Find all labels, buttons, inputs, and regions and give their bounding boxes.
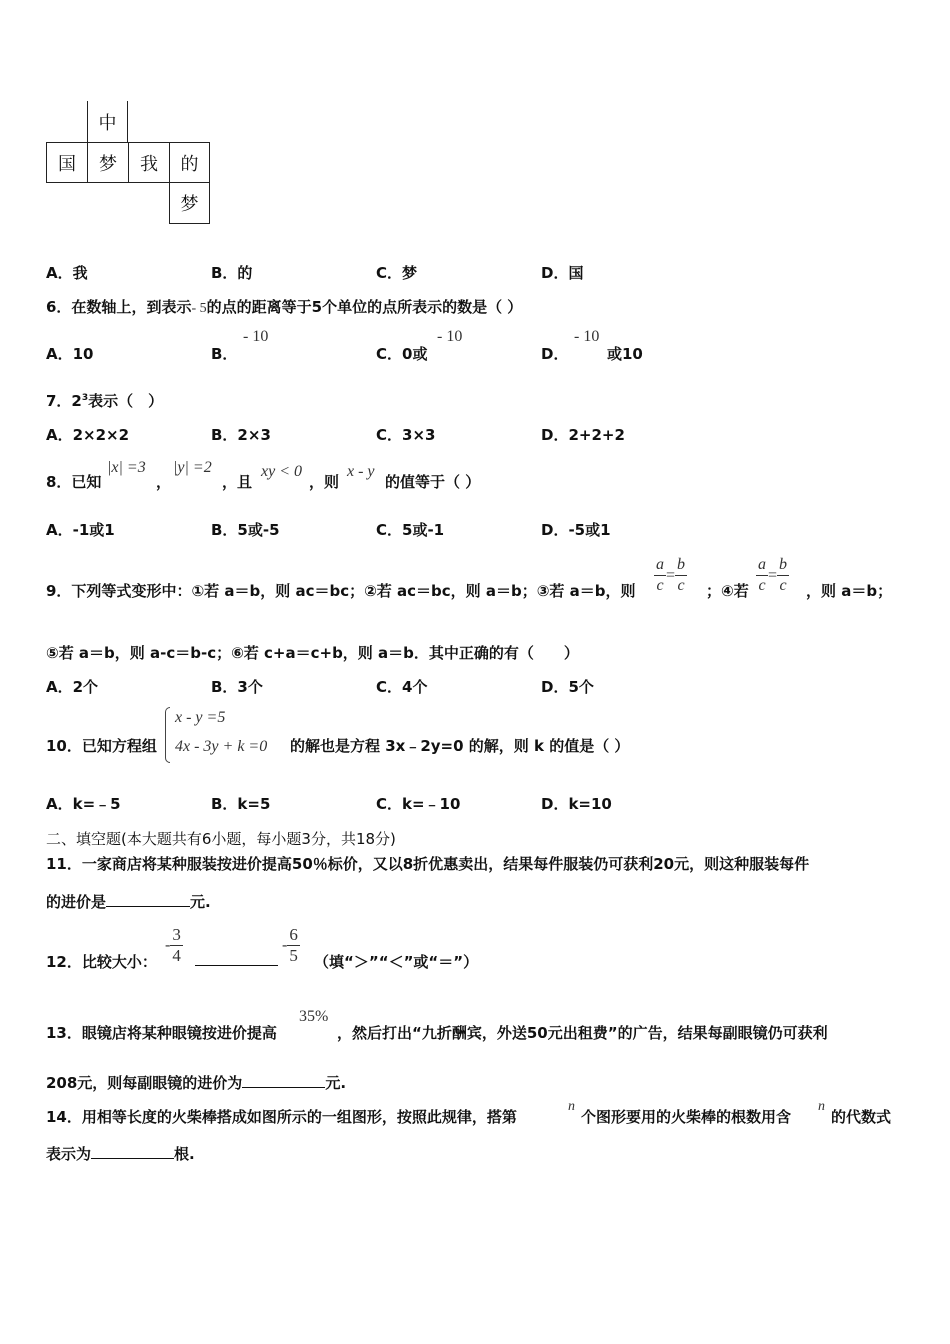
q8-sep: ， <box>156 473 172 491</box>
net-cell-4: 的 <box>169 142 210 183</box>
q13-answer-blank[interactable] <box>242 1073 325 1088</box>
q6-option-d[interactable]: D． <box>541 345 569 363</box>
q6-option-b-value: - 10 <box>243 328 269 345</box>
q8-option-a[interactable]: A．-1或1 <box>46 521 115 539</box>
q6-stem: 6．在数轴上，到表示- 5的点的距离等于5个单位的点所表示的数是（ ） <box>46 298 523 316</box>
q13-stem-suffix: ，然后打出“九折酬宾，外送50元出租费”的广告，结果每副眼镜仍可获利 <box>337 1024 828 1042</box>
q6-option-c-value: - 10 <box>437 328 463 345</box>
q9-option-a[interactable]: A．2个 <box>46 678 99 696</box>
q8-stem-prefix: 8．已知 <box>46 473 102 491</box>
q14-var-n-2: n <box>818 1099 825 1114</box>
q10-eq2: 4x - 3y + k =0 <box>175 738 268 755</box>
q6-option-d-suffix: 或10 <box>607 345 643 363</box>
q9-option-b[interactable]: B．3个 <box>211 678 263 696</box>
q9-frac-3: $\frac{a}{c}$ = $\frac{b}{c}$ <box>656 556 686 594</box>
q7-option-a[interactable]: A．2×2×2 <box>46 426 130 444</box>
q8-option-c[interactable]: C．5或-1 <box>376 521 445 539</box>
net-cell-3: 我 <box>128 142 169 183</box>
q7-stem: 7．$2^3$表示（ ） <box>46 392 164 410</box>
q8-expr-x-minus-y: x - y <box>347 463 375 480</box>
q8-mid: ，且 <box>222 473 253 491</box>
net-cell-1: 国 <box>46 142 87 183</box>
q6-option-d-value: - 10 <box>574 328 600 345</box>
net-cell-bottom: 梦 <box>169 183 210 224</box>
q13-percent: 35% <box>299 1008 329 1025</box>
section-2-title: 二、填空题(本大题共有6小题，每小题3分，共18分) <box>46 830 396 848</box>
q8-option-b[interactable]: B．5或-5 <box>211 521 280 539</box>
q8-expr-abs-y: |y| =2 <box>173 459 212 476</box>
q11-answer-blank[interactable] <box>106 892 190 907</box>
q7-option-d[interactable]: D．2+2+2 <box>541 426 625 444</box>
q7-option-c[interactable]: C．3×3 <box>376 426 436 444</box>
net-cell-2: 梦 <box>87 142 128 183</box>
q12-answer-blank[interactable] <box>195 951 278 970</box>
q6-option-c[interactable]: C．0或 <box>376 345 428 363</box>
q12-stem-prefix: 12．比较大小： <box>46 953 157 971</box>
q9-stem-line2: ⑤若 a＝b，则 a-c＝b-c；⑥若 c+a＝c+b，则 a＝b．其中正确的有（ ） <box>46 644 579 662</box>
q5-option-a[interactable]: A．我 <box>46 264 88 282</box>
q8-expr-abs-x: |x| =3 <box>107 459 146 476</box>
q6-option-b[interactable]: B． <box>211 345 238 363</box>
q6-option-a[interactable]: A．10 <box>46 345 94 363</box>
q10-option-a[interactable]: A．k=﹣5 <box>46 795 121 813</box>
q10-eq1: x - y =5 <box>175 709 226 726</box>
q9-end: ，则 a＝b； <box>806 582 893 600</box>
q8-mid2: ，则 <box>309 473 340 491</box>
q10-option-c[interactable]: C．k=﹣10 <box>376 795 461 813</box>
q9-mid: ；④若 <box>706 582 749 600</box>
q13-stem-line2: 208元，则每副眼镜的进价为 元. <box>46 1074 347 1092</box>
q9-option-c[interactable]: C．4个 <box>376 678 428 696</box>
net-cell-top: 中 <box>87 101 128 142</box>
q5-option-d[interactable]: D．国 <box>541 264 584 282</box>
q5-option-c[interactable]: C．梦 <box>376 264 418 282</box>
q5-option-b[interactable]: B．的 <box>211 264 253 282</box>
q10-stem-suffix: 的解也是方程 3x﹣2y=0 的解，则 k 的值是（ ） <box>290 737 630 755</box>
q14-answer-blank[interactable] <box>91 1144 174 1159</box>
q8-option-d[interactable]: D．-5或1 <box>541 521 611 539</box>
q8-suffix: 的值等于（ ） <box>385 473 481 491</box>
q14-var-n-1: n <box>568 1099 575 1114</box>
q9-frac-4: $\frac{a}{c}$ = $\frac{b}{c}$ <box>758 556 788 594</box>
q14-stem-mid: 个图形要用的火柴棒的根数用含 <box>581 1108 792 1126</box>
q10-stem-prefix: 10．已知方程组 <box>46 737 157 755</box>
q9-stem-line1: 9．下列等式变形中：①若 a＝b，则 ac＝bc；②若 ac＝bc，则 a＝b；③若 a＝b，则 <box>46 582 636 600</box>
q14-stem-line2: 表示为 根. <box>46 1145 195 1163</box>
q7-option-b[interactable]: B．2×3 <box>211 426 271 444</box>
q11-stem-line1: 11．一家商店将某种服装按进价提高50％标价，又以8折优惠卖出，结果每件服装仍可获利20元，则这种服装每件 <box>46 855 810 873</box>
q10-option-d[interactable]: D．k=10 <box>541 795 612 813</box>
q12-fraction-1: - $\frac{3}{4}$ <box>165 925 181 965</box>
q11-stem-line2: 的进价是 元. <box>46 893 211 911</box>
q13-stem-prefix: 13．眼镜店将某种眼镜按进价提高 <box>46 1024 277 1042</box>
q8-expr-xy: xy < 0 <box>261 463 302 480</box>
q12-stem-suffix: （填“＞”“＜”或“＝”） <box>314 953 479 971</box>
q14-stem-prefix: 14．用相等长度的火柴棒搭成如图所示的一组图形，按照此规律，搭第 <box>46 1108 517 1126</box>
q9-option-d[interactable]: D．5个 <box>541 678 594 696</box>
q10-brace <box>165 707 170 763</box>
q14-stem-suffix: 的代数式 <box>831 1108 892 1126</box>
q12-fraction-2: - $\frac{6}{5}$ <box>282 925 298 965</box>
q10-option-b[interactable]: B．k=5 <box>211 795 271 813</box>
